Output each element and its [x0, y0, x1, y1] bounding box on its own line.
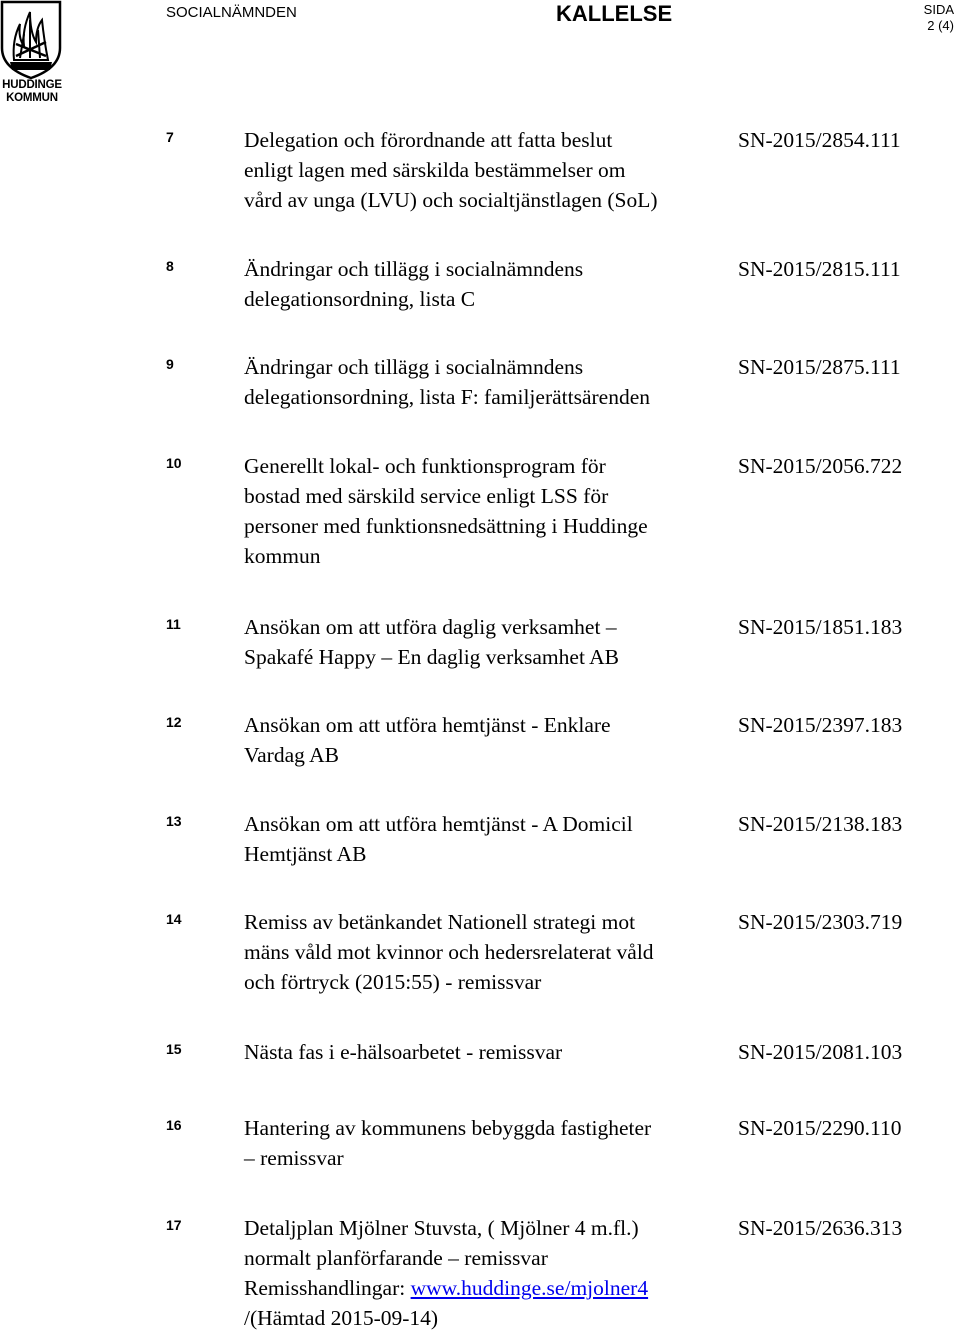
agenda-item-title-line: Delegation och förordnande att fatta beslut — [244, 128, 613, 152]
agenda-item-title-line: enligt lagen med särskilda bestämmelser om — [244, 158, 626, 182]
agenda-item-number: 11 — [166, 616, 181, 632]
agenda-item-title — [244, 451, 704, 571]
agenda-item-title-line: Ansökan om att utföra hemtjänst - Enklare — [244, 713, 611, 737]
case-number: SN-2015/2290.110 — [738, 1116, 902, 1140]
page-label: SIDA — [923, 2, 954, 17]
agenda-item-title-line: Nästa fas i e-hälsoarbetet - remissvar — [244, 1040, 563, 1064]
page-header — [0, 0, 960, 110]
case-number: SN-2015/2056.722 — [738, 454, 903, 478]
agenda-item-title-line: Ansökan om att utföra hemtjänst - A Domicil — [244, 812, 633, 836]
crest-flames-icon — [0, 0, 62, 80]
agenda-item-title — [244, 809, 704, 869]
agenda-item-title-line: Ändringar och tillägg i socialnämndens — [244, 355, 584, 379]
document-title: KALLELSE — [556, 1, 673, 26]
agenda-item-number: 17 — [166, 1217, 182, 1233]
agenda-item-number: 8 — [166, 258, 174, 274]
agenda-item-title-line: – remissvar — [244, 1146, 344, 1170]
agenda-item-title — [244, 1113, 704, 1173]
agenda-item-title-line: delegationsordning, lista C — [244, 287, 476, 311]
agenda-item-number: 10 — [166, 455, 182, 471]
agenda-item-title — [244, 710, 704, 770]
agenda-item-title-line: kommun — [244, 544, 321, 568]
agenda-item-title-line: mäns våld mot kvinnor och hedersrelaterat våld — [244, 940, 654, 964]
agenda-item-number: 9 — [166, 356, 174, 372]
case-number: SN-2015/2875.111 — [738, 355, 901, 379]
agenda-item-title-line: Remiss av betänkandet Nationell strategi mot — [244, 910, 636, 934]
agenda-item-title-line: personer med funktionsnedsättning i Huddinge — [244, 514, 648, 538]
agenda-item-title-line: Vardag AB — [244, 743, 339, 767]
department-name: SOCIALNÄMNDEN — [166, 4, 297, 21]
agenda-item-title-line: Ändringar och tillägg i socialnämndens — [244, 257, 584, 281]
page-number: 2 (4) — [927, 18, 954, 33]
retrieved-date: /(Hämtad 2015-09-14) — [244, 1306, 439, 1330]
logo-text — [0, 79, 64, 105]
huddinge-kommun-logo — [0, 0, 62, 108]
case-number: SN-2015/2854.111 — [738, 128, 901, 152]
agenda-item-number: 7 — [166, 129, 174, 145]
agenda-item-number: 16 — [166, 1117, 182, 1133]
logo-text-line: HUDDINGE — [2, 79, 62, 91]
agenda-item-number: 15 — [166, 1041, 182, 1057]
case-number: SN-2015/2815.111 — [738, 257, 901, 281]
agenda-item-title-line: Ansökan om att utföra daglig verksamhet – — [244, 615, 617, 639]
case-number: SN-2015/2138.183 — [738, 812, 903, 836]
agenda-item-title-line: och förtryck (2015:55) - remissvar — [244, 970, 542, 994]
case-number: SN-2015/2397.183 — [738, 713, 903, 737]
agenda-item-title — [244, 1213, 704, 1333]
mjolner-link[interactable]: www.huddinge.se/mjolner4 — [410, 1276, 649, 1300]
agenda-item-number: 13 — [166, 813, 182, 829]
case-number: SN-2015/2081.103 — [738, 1040, 903, 1064]
agenda-item-title — [244, 1037, 704, 1067]
remisshandlingar-line — [244, 1273, 704, 1303]
agenda-item-title-line: delegationsordning, lista F: familjerättsärenden — [244, 385, 651, 409]
logo-text-line: KOMMUN — [6, 92, 58, 104]
agenda-item-number: 14 — [166, 911, 182, 927]
agenda-item-title — [244, 125, 704, 215]
agenda-item-title-line: Detaljplan Mjölner Stuvsta, ( Mjölner 4 m.fl.) — [244, 1216, 639, 1240]
agenda-item-title — [244, 907, 704, 997]
agenda-item-title — [244, 612, 704, 672]
case-number: SN-2015/2303.719 — [738, 910, 903, 934]
agenda-item-title-line: bostad med särskild service enligt LSS för — [244, 484, 609, 508]
case-number: SN-2015/1851.183 — [738, 615, 903, 639]
agenda-item-title-line: vård av unga (LVU) och socialtjänstlagen (SoL) — [244, 188, 658, 212]
agenda-item-title — [244, 254, 704, 314]
agenda-item-title-line: Spakafé Happy – En daglig verksamhet AB — [244, 645, 619, 669]
agenda-item-title-line: Hemtjänst AB — [244, 842, 367, 866]
agenda-item-title — [244, 352, 704, 412]
page-indicator — [924, 2, 954, 34]
agenda-item-title-line: Hantering av kommunens bebyggda fastigheter — [244, 1116, 652, 1140]
agenda-item-title-line: Generellt lokal- och funktionsprogram för — [244, 454, 606, 478]
case-number: SN-2015/2636.313 — [738, 1216, 903, 1240]
agenda-item-number: 12 — [166, 714, 182, 730]
agenda-item-title-line: normalt planförfarande – remissvar — [244, 1246, 548, 1270]
link-prefix: Remisshandlingar: — [244, 1276, 411, 1300]
